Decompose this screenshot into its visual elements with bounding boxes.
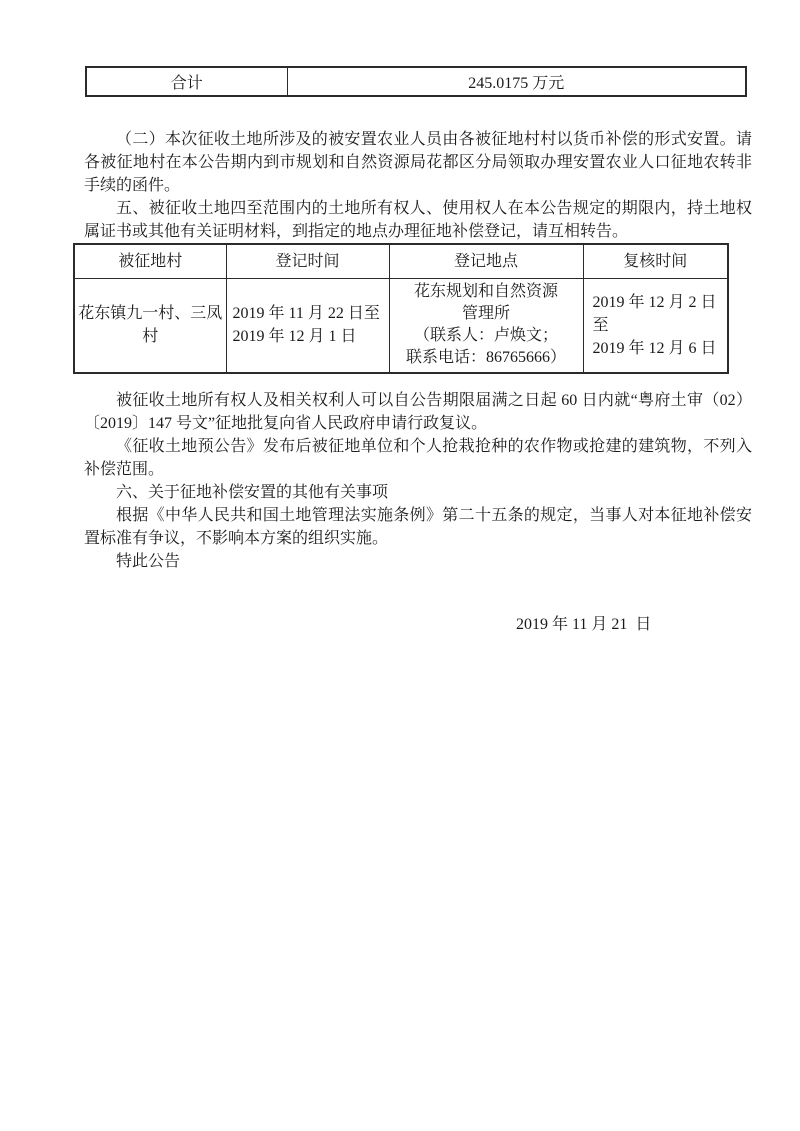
compensation-total-table [85, 66, 747, 97]
header-registration-place: 登记地点 [389, 244, 583, 278]
paragraph-resettlement: （二）本次征收土地所涉及的被安置农业人员由各被征地村村以货币补偿的形式安置。请各被征地村在本公告期内到市规划和自然资源局花都区分局领取办理安置农业人口征地农转非手续的函件。 [84, 131, 752, 194]
registration-place-line: 联系电话：86765666） [405, 349, 566, 367]
review-time-cell [583, 278, 728, 373]
paragraph-administrative-review: 被征收土地所有权人及相关权利人可以自公告期限届满之日起 60 日内就“粤府土审（02）〔2019〕147 号文”征地批复向省人民政府申请行政复议。 [84, 392, 752, 432]
closing-paragraph-block [84, 389, 752, 573]
resettlement-paragraph-block [84, 128, 752, 197]
header-review-time: 复核时间 [583, 244, 728, 278]
registration-place-cell [389, 278, 583, 373]
paragraph-hereby-announced: 特此公告 [116, 553, 181, 570]
signature-date: 2019 年 11 月 21 日 [516, 616, 652, 633]
registration-time-cell [226, 278, 389, 373]
review-time-line: 2019 年 12 月 6 日 [592, 339, 717, 357]
paragraph-section-six-title: 六、关于征地补偿安置的其他有关事项 [116, 484, 389, 501]
total-value-cell: 245.0175 万元 [287, 67, 746, 96]
registration-time-line: 2019 年 11 月 22 日至 [232, 305, 380, 323]
table-row [74, 278, 728, 373]
registration-time-line: 2019 年 12 月 1 日 [232, 328, 357, 346]
table-header-row [74, 244, 728, 278]
registration-place-line: 管理所 [461, 305, 510, 323]
header-registration-time: 登记时间 [226, 244, 389, 278]
registration-place-line: 花东规划和自然资源 [413, 283, 558, 301]
review-time-line: 2019 年 12 月 2 日至 [592, 293, 717, 334]
registration-table [73, 243, 729, 374]
village-cell: 花东镇九一村、三凤村 [74, 278, 226, 373]
registration-place-line: （联系人：卢焕文； [413, 327, 558, 345]
section-five-paragraph-block [84, 197, 752, 243]
paragraph-pre-announcement: 《征收土地预公告》发布后被征地单位和个人抢栽抢种的农作物或抢建的建筑物，不列入补偿范围。 [84, 438, 752, 478]
table-row [86, 67, 746, 96]
header-village: 被征地村 [74, 244, 226, 278]
paragraph-section-five: 五、被征收土地四至范围内的土地所有权人、使用权人在本公告规定的期限内，持土地权属证书或其他有关证明材料，到指定的地点办理征地补偿登记，请互相转告。 [84, 200, 752, 240]
total-label-cell: 合计 [86, 67, 287, 96]
paragraph-regulation-basis: 根据《中华人民共和国土地管理法实施条例》第二十五条的规定，当事人对本征地补偿安置标准有争议，不影响本方案的组织实施。 [84, 507, 752, 547]
